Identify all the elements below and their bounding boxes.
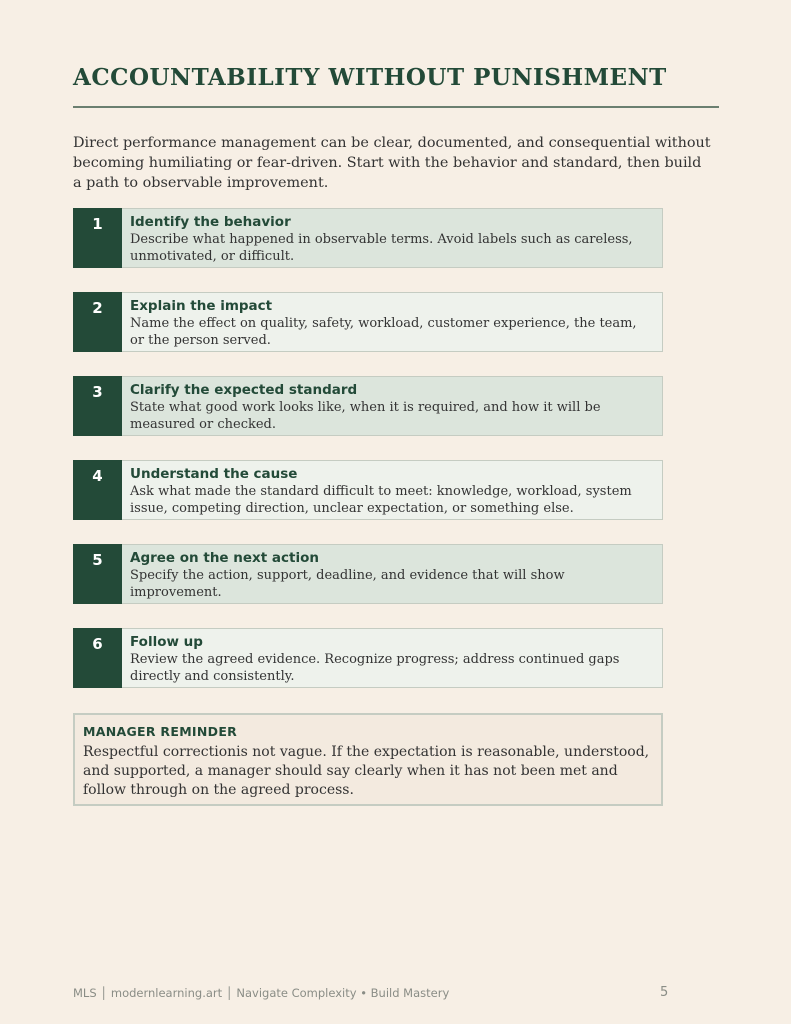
title-divider [73, 106, 719, 108]
page-number: 5 [660, 985, 669, 1000]
step-description: Describe what happened in observable terms. Avoid labels such as careless, unmotivated, or difficult. [130, 232, 633, 264]
step-number: 4 [73, 460, 122, 520]
step-number: 5 [73, 544, 122, 604]
reminder-text: Respectful correctionis not vague. If the expectation is reasonable, understood, and supported, a manager should say clearly when it has not been met and follow through on the agreed process. [83, 744, 650, 798]
footer-text: MLS │ modernlearning.art │ Navigate Complexity • Build Mastery [73, 986, 450, 1000]
intro-paragraph: Direct performance management can be clear, documented, and consequential without becoming humiliating or fear-driven. Start with the behavior and standard, then build a path to observable improvement. [73, 135, 711, 191]
steps-list [73, 208, 663, 712]
reminder-label: MANAGER REMINDER [83, 724, 238, 739]
step-title: Explain the impact [130, 298, 273, 314]
step-description: Specify the action, support, deadline, and evidence that will show improvement. [130, 568, 565, 600]
page-title: ACCOUNTABILITY WITHOUT PUNISHMENT [73, 64, 667, 91]
step-description: State what good work looks like, when it is required, and how it will be measured or checked. [130, 400, 601, 432]
step-title: Understand the cause [130, 466, 298, 482]
step-number: 6 [73, 628, 122, 688]
manager-reminder-box [73, 713, 663, 806]
step-title: Follow up [130, 634, 203, 650]
step-4 [73, 460, 663, 520]
step-number: 2 [73, 292, 122, 352]
step-5 [73, 544, 663, 604]
step-title: Agree on the next action [130, 550, 319, 566]
step-description: Name the effect on quality, safety, workload, customer experience, the team, or the person served. [130, 316, 637, 348]
step-number: 1 [73, 208, 122, 268]
step-2 [73, 292, 663, 352]
step-title: Clarify the expected standard [130, 382, 358, 398]
step-6 [73, 628, 663, 688]
step-title: Identify the behavior [130, 214, 291, 230]
step-description: Review the agreed evidence. Recognize progress; address continued gaps directly and consistently. [130, 652, 620, 684]
step-1 [73, 208, 663, 268]
step-3 [73, 376, 663, 436]
step-description: Ask what made the standard difficult to meet: knowledge, workload, system issue, competing direction, unclear expectation, or something else. [130, 484, 632, 516]
step-number: 3 [73, 376, 122, 436]
